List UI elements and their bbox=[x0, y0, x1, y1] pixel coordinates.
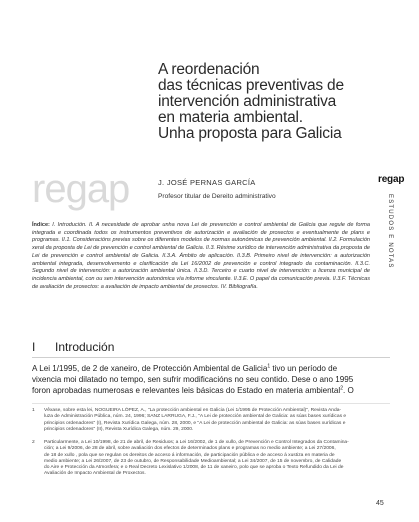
footnote-ref[interactable]: 2 bbox=[340, 385, 343, 392]
section-divider bbox=[32, 357, 390, 358]
body-line: vixencia moi dilatado no tempo, sen sufrir modificacións no seu contido. Dese o ano 1995 bbox=[32, 375, 354, 384]
title-line: Unha proposta para Galicia bbox=[158, 125, 342, 142]
footnote-line: luza de Administración Pública, núm. 24, 1996; SANZ LARRUGA, F.J., "A Lei de protección ambiental de Galicia: as súas bases xurídicas e bbox=[44, 414, 347, 420]
title-line: das técnicas preventivas de bbox=[158, 77, 344, 94]
footnote-line: Avaliación de Impacto Ambiental de Proxectos. bbox=[44, 471, 146, 477]
section-tag: ESTUDOS E NOTAS bbox=[387, 194, 393, 269]
author-name: J. JOSÉ PERNAS GARCÍA bbox=[158, 178, 256, 187]
footnote-line: Vêxase, sobre esta lei, NOGUEIRA LÓPEZ, A., "La protección ambiental en Galicia (Lei 1/1995 de Protección Ambiental)", Revista Anda- bbox=[44, 408, 342, 413]
section-number: I bbox=[32, 340, 36, 354]
title-line: A reordenación bbox=[158, 61, 260, 78]
footnote-divider bbox=[32, 403, 390, 404]
body-line: A Lei 1/1995, de 2 de xaneiro, de Protección Ambiental de Galicia$^1$ tivo un período de bbox=[32, 363, 338, 373]
regap-watermark-logo: regap bbox=[32, 167, 130, 211]
author-affiliation: Profesor titular de Dereito administrativo bbox=[158, 193, 276, 200]
footnote-line: de 18 de xullo , pola que se regulan os dereitos de acceso á información, de participación pública e de acceso á xustiza en materia de bbox=[44, 452, 335, 458]
footnote-line: principios ordenadores" (I), Revista Xurídica Galega, núm. 28, 2000, e "A Lei de protección ambiental de Galicia: as súas bases xurídicas e bbox=[44, 420, 346, 426]
footnote-line: principios ordenadores" (II), Revista Xurídica Galega, núm. 29, 2000. bbox=[44, 426, 194, 432]
index-label: Índice: bbox=[32, 222, 50, 228]
footnote-line: medio ambiente; a Lei 26/2007, de 23 de outubro, de Responsabilidade Medioambiental; a Lei 34/2007, de 15 de novembro, de Calidade bbox=[44, 458, 342, 464]
body-line: foron aprobadas numerosas e relevantes leis básicas do Estado en materia ambiental$^2$. O bbox=[32, 385, 354, 395]
title-line: en materia ambiental. bbox=[158, 109, 303, 126]
body-paragraph bbox=[32, 363, 386, 396]
footnote bbox=[32, 408, 384, 433]
footnote-ref[interactable]: 1 bbox=[267, 363, 271, 370]
title-line: intervención administrativa bbox=[158, 93, 337, 110]
footnote-line: do Aire e Protección da Atmosfera; e o Real Decreto Lexislativo 1/2008, de 11 de xaneiro, polo que se aproba o Texto Refundido da Lei de bbox=[44, 465, 344, 471]
index-text: I. Introdución. II. A necesidade de aprobar unha nova Lei de prevención e control ambiental de Galicia que regule de forma integrada e coordinada todos os instrumentos preventivos de autorización e avaliación de proxectos e eventualmente de plans e programas. II.1. Consideracións previas sobre os diferentes modelos de normas autonómicas de prevención ambiental. II.2. Formulación xeral da proposta de Lei de prevención e control ambiental de Galicia. II.3. Réxime xurídico de intervención administrativa da proposta de Lei de prevención e control ambiental de Galicia. II.3.A. Ámbito de aplicación. II.3.B. Primeiro nivel de intervención: a autorización ambiental integrada, desenvolvemento e clarificación da Lei 16/2002 de prevención e control integrado da contaminación. II.3.C. Segundo nivel de intervención: a autorización ambiental única. II.3.D. Terceiro e cuarto nivel de intervención: a licenza municipal de incidencia ambiental, con ou sen intervención autonómica vía informe vinculante. II.3.E. O papel da comunicación previa. II.3.F. Técnicas de avaliación de proxectos: a avaliación de impacto ambiental de proxectos. IV. Bibliografía. bbox=[32, 222, 370, 290]
footnote-line: Particularmente, a Lei 10/1998, de 21 de abril, de Residuos; a Lei 16/2002, de 1 de xullo, de Prevención e Control Integrados da Contamina- bbox=[44, 440, 349, 445]
footnote bbox=[32, 440, 384, 478]
article-title bbox=[158, 62, 398, 142]
article-index bbox=[32, 222, 370, 291]
page-number: 45 bbox=[376, 500, 384, 507]
footnote-line: ción; a Lei 9/2006, de 28 de abril, sobre avaliación dos efectos de determinados plans e programas no medio ambiente; a Lei 27/2006, bbox=[44, 446, 336, 452]
footnote-number: 1 bbox=[32, 408, 35, 413]
section-title: Introdución bbox=[55, 340, 115, 354]
footnote-number: 2 bbox=[32, 440, 35, 445]
journal-brand: regap bbox=[378, 174, 405, 185]
